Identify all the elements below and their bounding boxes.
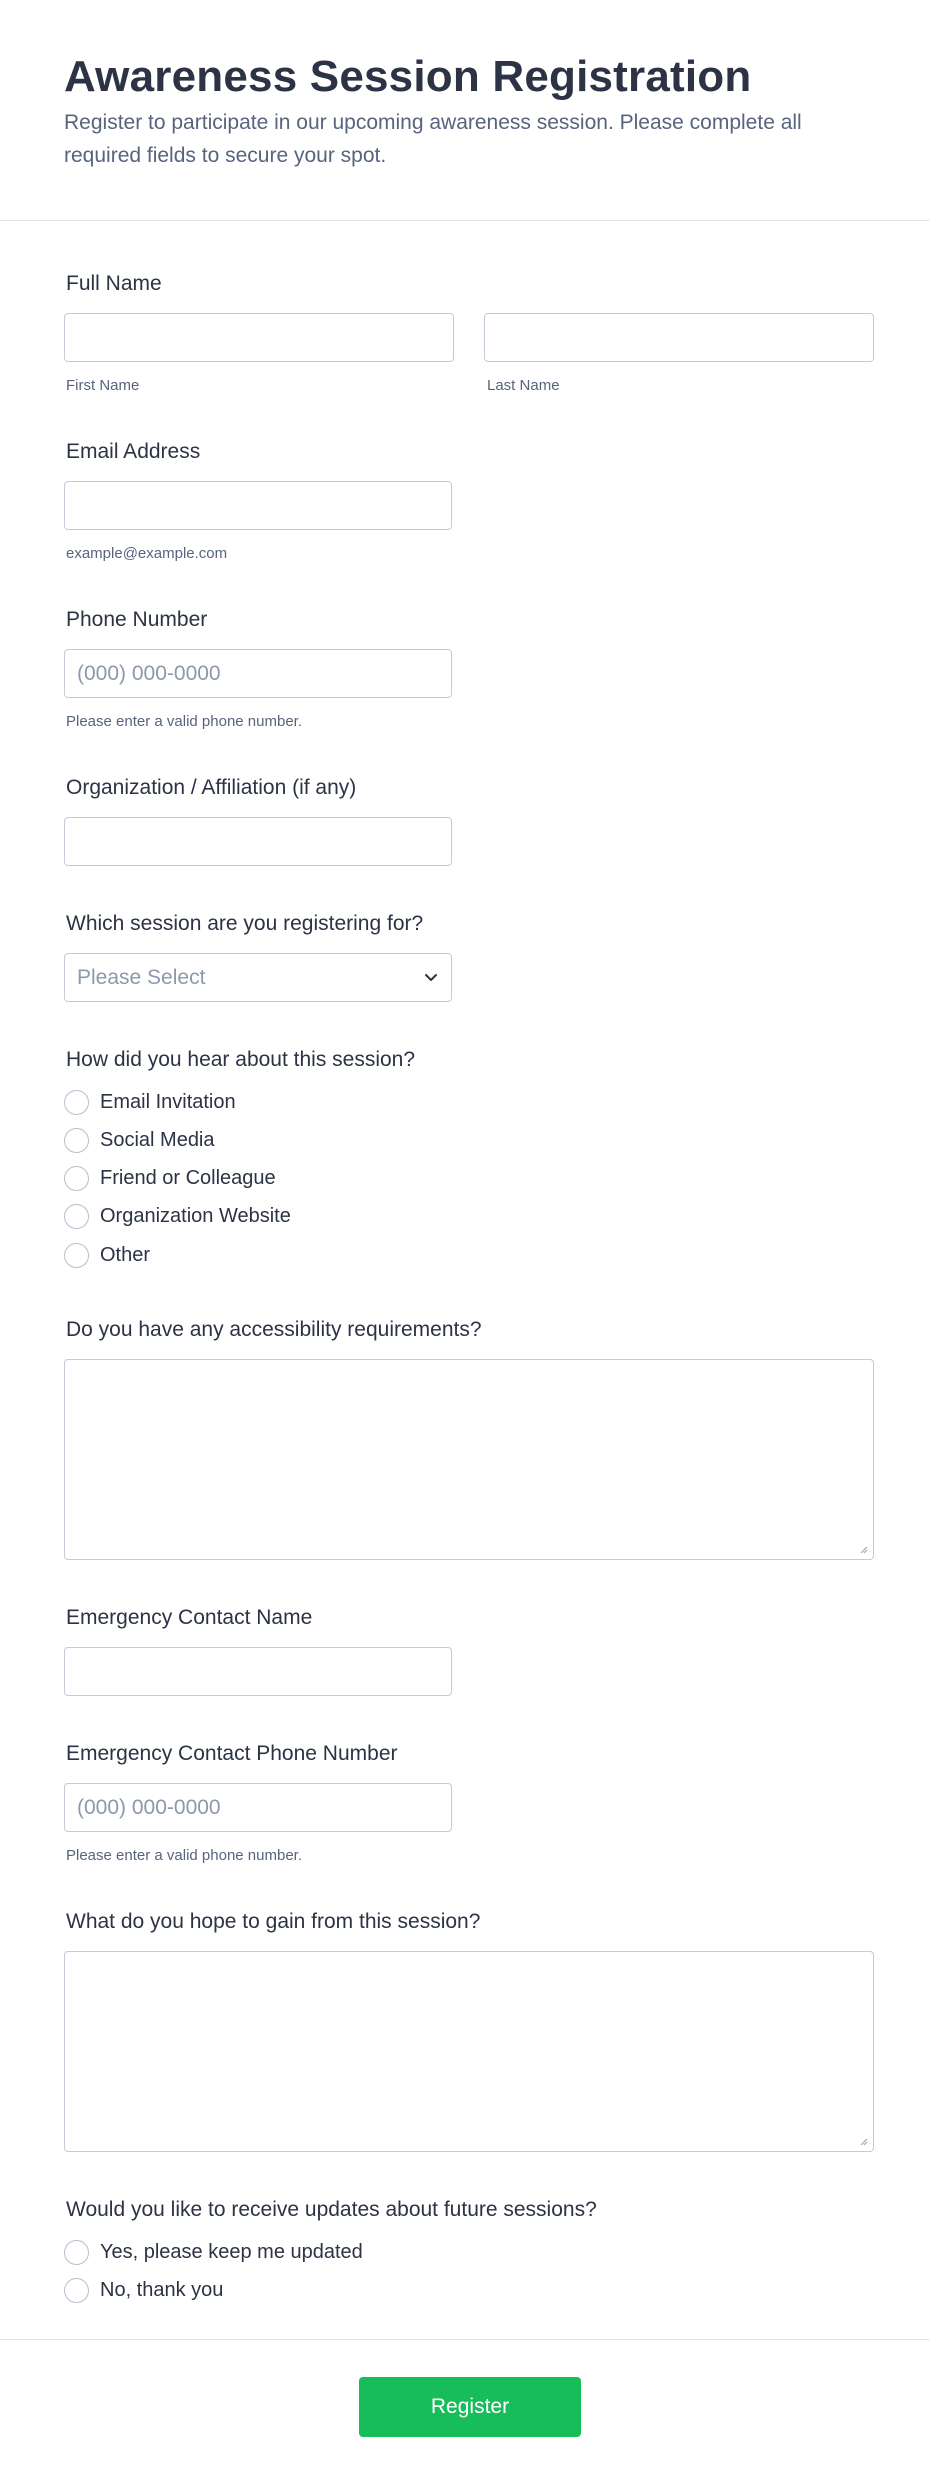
resize-grip-icon[interactable] xyxy=(858,2136,868,2146)
radio-circle[interactable] xyxy=(64,2240,89,2265)
radio-circle[interactable] xyxy=(64,1128,89,1153)
radio-label: Yes, please keep me updated xyxy=(100,2240,363,2263)
hear-option-social[interactable] xyxy=(64,1127,215,1153)
radio-label: Email Invitation xyxy=(100,1090,236,1113)
phone-label: Phone Number xyxy=(66,608,208,631)
phone-sublabel: Please enter a valid phone number. xyxy=(66,713,302,730)
radio-label: Social Media xyxy=(100,1128,215,1151)
last-name-input[interactable] xyxy=(484,313,874,362)
session-select-value: Please Select xyxy=(77,965,206,989)
email-input[interactable] xyxy=(64,481,452,530)
radio-circle[interactable] xyxy=(64,2278,89,2303)
organization-label: Organization / Affiliation (if any) xyxy=(66,776,357,799)
accessibility-label: Do you have any accessibility requirements? xyxy=(66,1318,482,1341)
radio-circle[interactable] xyxy=(64,1243,89,1268)
first-name-input[interactable] xyxy=(64,313,454,362)
hear-option-friend[interactable] xyxy=(64,1165,276,1191)
radio-label: Organization Website xyxy=(100,1204,291,1227)
radio-circle[interactable] xyxy=(64,1204,89,1229)
emergency-phone-input[interactable] xyxy=(64,1783,452,1832)
form-title: Awareness Session Registration xyxy=(64,52,752,101)
resize-grip-icon[interactable] xyxy=(858,1544,868,1554)
emergency-phone-label: Emergency Contact Phone Number xyxy=(66,1742,398,1765)
session-select[interactable] xyxy=(64,953,452,1002)
gain-textarea[interactable] xyxy=(64,1951,874,2152)
form-header xyxy=(0,0,930,221)
radio-circle[interactable] xyxy=(64,1166,89,1191)
gain-label: What do you hope to gain from this session? xyxy=(66,1910,481,1933)
updates-option-yes[interactable] xyxy=(64,2239,363,2265)
first-name-sublabel: First Name xyxy=(66,377,140,394)
updates-option-no[interactable] xyxy=(64,2277,223,2303)
emergency-name-input[interactable] xyxy=(64,1647,452,1696)
hear-option-email[interactable] xyxy=(64,1089,236,1115)
accessibility-textarea[interactable] xyxy=(64,1359,874,1560)
updates-label: Would you like to receive updates about future sessions? xyxy=(66,2198,597,2221)
radio-label: No, thank you xyxy=(100,2278,224,2301)
register-button[interactable]: Register xyxy=(359,2377,581,2437)
session-label: Which session are you registering for? xyxy=(66,912,424,935)
hear-option-other[interactable] xyxy=(64,1242,150,1268)
emergency-phone-sublabel: Please enter a valid phone number. xyxy=(66,1847,302,1864)
radio-circle[interactable] xyxy=(64,1090,89,1115)
hear-about-label: How did you hear about this session? xyxy=(66,1048,416,1071)
email-sublabel: example@example.com xyxy=(66,545,228,562)
emergency-name-label: Emergency Contact Name xyxy=(66,1606,313,1629)
hear-option-website[interactable] xyxy=(64,1203,291,1229)
organization-input[interactable] xyxy=(64,817,452,866)
phone-input[interactable] xyxy=(64,649,452,698)
email-label: Email Address xyxy=(66,440,201,463)
radio-label: Other xyxy=(100,1243,151,1266)
chevron-down-icon xyxy=(423,969,439,985)
radio-label: Friend or Colleague xyxy=(100,1166,276,1189)
full-name-label: Full Name xyxy=(66,272,162,295)
last-name-sublabel: Last Name xyxy=(487,377,560,394)
form-subtitle: Register to participate in our upcoming awareness session. Please complete all required fields to secure your spot. xyxy=(64,111,802,167)
